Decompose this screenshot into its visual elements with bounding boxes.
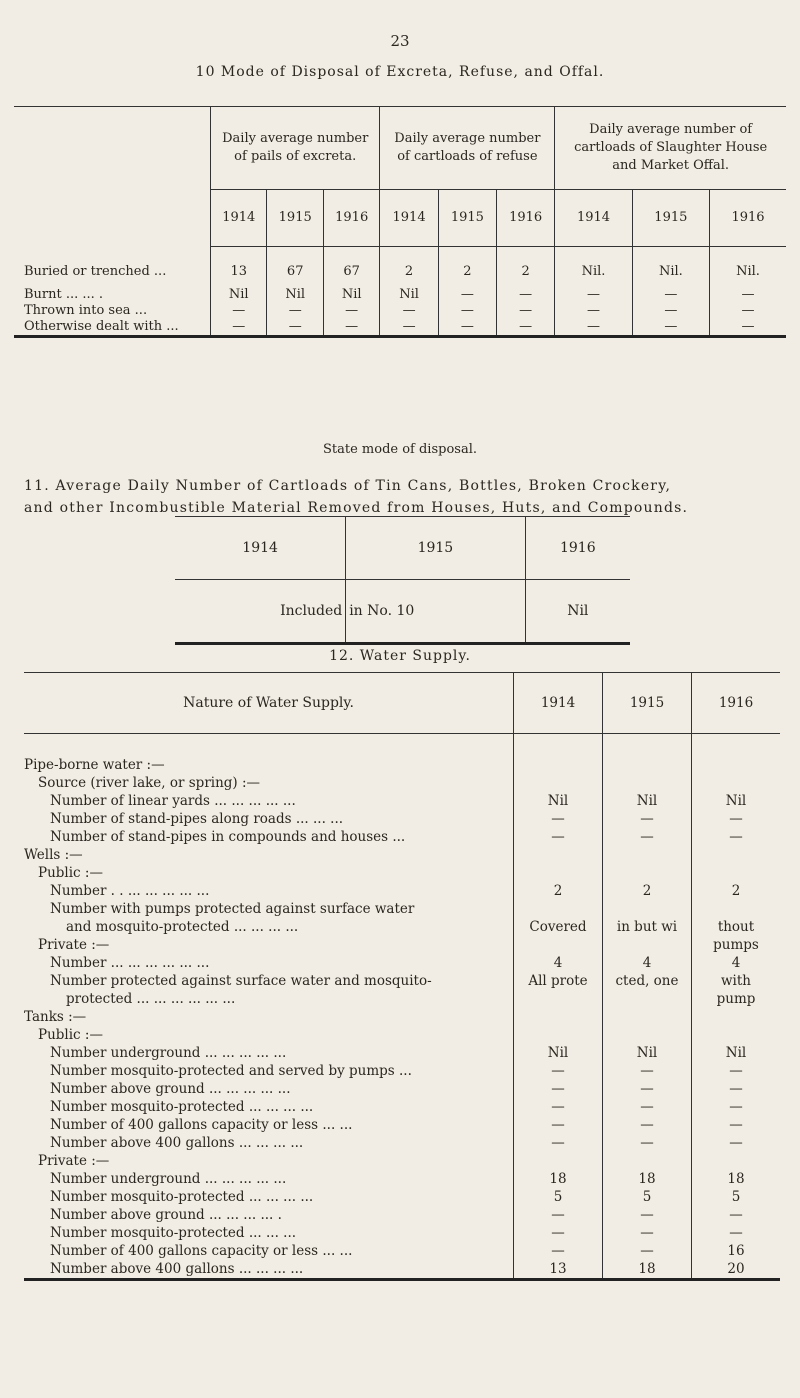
year-header: 1915 <box>632 190 709 247</box>
disposal-cell: — <box>632 303 709 319</box>
water-supply-cell <box>692 756 781 774</box>
disposal-cell: — <box>632 287 709 303</box>
water-supply-cell: — <box>514 1224 603 1242</box>
water-supply-row <box>24 792 780 810</box>
water-supply-label: Number of stand-pipes along roads ... ... ... <box>50 811 344 827</box>
water-supply-label: protected ... ... ... ... ... ... <box>66 991 236 1007</box>
water-supply-cell: with <box>692 972 781 990</box>
water-supply-label: Number with pumps protected against surface water <box>50 901 415 917</box>
water-supply-cell <box>603 774 692 792</box>
water-supply-cell: — <box>514 1134 603 1152</box>
water-supply-cell: 4 <box>514 954 603 972</box>
disposal-cell: — <box>267 303 323 319</box>
water-supply-cell <box>514 774 603 792</box>
water-supply-body <box>24 756 780 1280</box>
disposal-cell: — <box>632 319 709 337</box>
incombustible-value: in No. 10 <box>346 580 525 644</box>
water-supply-row <box>24 846 780 864</box>
water-supply-cell <box>692 1026 781 1044</box>
water-supply-label: Number above 400 gallons ... ... ... ... <box>50 1135 304 1151</box>
disposal-cell: 67 <box>323 247 379 287</box>
water-supply-row <box>24 864 780 882</box>
group-header-offal: Daily average number of cartloads of Slaughter House and Market Offal. <box>555 107 786 190</box>
disposal-cell: — <box>323 303 379 319</box>
year-header: 1915 <box>438 190 496 247</box>
water-supply-cell: — <box>514 1206 603 1224</box>
incombustible-table <box>175 516 630 645</box>
section10-title: 10 Mode of Disposal of Excreta, Refuse, and Offal. <box>195 64 605 80</box>
disposal-cell: Nil. <box>710 247 786 287</box>
water-supply-cell: 16 <box>692 1242 781 1260</box>
water-supply-cell: Nil <box>514 1044 603 1062</box>
water-supply-cell: — <box>692 1116 781 1134</box>
group-header-excreta: Daily average number of pails of excreta. <box>211 107 380 190</box>
water-supply-cell: Covered <box>514 918 603 936</box>
water-supply-label: Number mosquito-protected ... ... ... ... <box>50 1099 314 1115</box>
water-supply-cell: cted, one <box>603 972 692 990</box>
disposal-cell: — <box>497 303 555 319</box>
water-supply-cell <box>692 774 781 792</box>
water-supply-cell <box>514 990 603 1008</box>
water-supply-cell: 18 <box>603 1170 692 1188</box>
water-supply-label: Source (river lake, or spring) :— <box>38 775 261 791</box>
water-supply-cell: Nil <box>692 1044 781 1062</box>
water-header-label: Nature of Water Supply. <box>24 673 514 734</box>
water-supply-label: Number . . ... ... ... ... ... <box>50 883 210 899</box>
water-supply-cell: — <box>603 828 692 846</box>
water-supply-label: Number underground ... ... ... ... ... <box>50 1171 287 1187</box>
water-supply-label: Number of 400 gallons capacity or less ... ... <box>50 1117 353 1133</box>
water-supply-row <box>24 1044 780 1062</box>
water-supply-row <box>24 1134 780 1152</box>
water-supply-label: Private :— <box>38 1153 110 1169</box>
disposal-row-label: Thrown into sea ... <box>24 303 148 318</box>
water-supply-cell: 13 <box>514 1260 603 1280</box>
year-header: 1914 <box>380 190 438 247</box>
water-supply-label: Number of 400 gallons capacity or less ... ... <box>50 1243 353 1259</box>
water-supply-label: Public :— <box>38 865 103 881</box>
year-header: 1916 <box>323 190 379 247</box>
disposal-cell: — <box>555 303 632 319</box>
water-supply-cell: 5 <box>692 1188 781 1206</box>
water-supply-label: Wells :— <box>24 847 83 863</box>
disposal-cell: Nil <box>380 287 438 303</box>
disposal-cell: Nil <box>323 287 379 303</box>
disposal-cell: 2 <box>497 247 555 287</box>
water-supply-label: Public :— <box>38 1027 103 1043</box>
water-supply-row <box>24 828 780 846</box>
water-supply-cell: — <box>692 1224 781 1242</box>
water-supply-cell: 5 <box>603 1188 692 1206</box>
water-supply-cell <box>603 936 692 954</box>
water-supply-cell <box>514 936 603 954</box>
disposal-cell: Nil. <box>555 247 632 287</box>
water-supply-row <box>24 774 780 792</box>
water-supply-cell <box>692 900 781 918</box>
water-supply-row <box>24 1170 780 1188</box>
disposal-cell: — <box>438 287 496 303</box>
disposal-cell: — <box>438 319 496 337</box>
year-header: 1916 <box>692 673 781 734</box>
water-supply-cell <box>514 900 603 918</box>
water-supply-label: Number underground ... ... ... ... ... <box>50 1045 287 1061</box>
year-header: 1914 <box>514 673 603 734</box>
water-supply-cell: — <box>603 1224 692 1242</box>
year-header: 1914 <box>175 517 346 580</box>
water-supply-cell: thout <box>692 918 781 936</box>
water-supply-cell: — <box>692 1080 781 1098</box>
disposal-row-label: Buried or trenched ... <box>24 264 167 279</box>
water-supply-cell <box>514 864 603 882</box>
water-supply-cell: — <box>603 1062 692 1080</box>
year-header: 1914 <box>211 190 267 247</box>
water-supply-cell: pump <box>692 990 781 1008</box>
water-supply-cell <box>603 1008 692 1026</box>
group-header-refuse: Daily average number of cartloads of refuse <box>380 107 555 190</box>
water-supply-row <box>24 1026 780 1044</box>
water-supply-cell: — <box>603 1206 692 1224</box>
water-supply-cell: — <box>514 1242 603 1260</box>
water-supply-cell: 2 <box>514 882 603 900</box>
water-supply-cell: 18 <box>603 1260 692 1280</box>
water-supply-row <box>24 918 780 936</box>
water-supply-cell: 18 <box>692 1170 781 1188</box>
water-supply-cell: — <box>692 1062 781 1080</box>
water-supply-cell: 2 <box>603 882 692 900</box>
water-supply-cell <box>603 756 692 774</box>
water-supply-label: Tanks :— <box>24 1009 87 1025</box>
water-supply-cell: — <box>514 1062 603 1080</box>
water-supply-label: Pipe-borne water :— <box>24 757 165 773</box>
water-supply-row <box>24 1260 780 1280</box>
water-supply-cell <box>603 990 692 1008</box>
water-supply-row <box>24 1098 780 1116</box>
disposal-cell: — <box>710 303 786 319</box>
water-supply-cell <box>603 900 692 918</box>
year-header: 1915 <box>346 517 525 580</box>
water-supply-row <box>24 1206 780 1224</box>
water-supply-cell: — <box>514 1116 603 1134</box>
disposal-table <box>14 106 786 338</box>
water-supply-cell: — <box>603 1134 692 1152</box>
disposal-cell: — <box>323 319 379 337</box>
water-supply-label: Private :— <box>38 937 110 953</box>
water-supply-label: Number above 400 gallons ... ... ... ... <box>24 1260 514 1280</box>
water-supply-cell: pumps <box>692 936 781 954</box>
water-supply-cell: — <box>692 828 781 846</box>
water-supply-cell: — <box>692 1206 781 1224</box>
water-supply-row <box>24 1188 780 1206</box>
water-supply-cell: Nil <box>603 792 692 810</box>
year-header: 1914 <box>555 190 632 247</box>
water-supply-row <box>24 1152 780 1170</box>
disposal-row <box>14 287 786 303</box>
water-supply-cell <box>692 864 781 882</box>
water-supply-cell: in but wi <box>603 918 692 936</box>
year-header: 1916 <box>525 517 630 580</box>
disposal-cell: 13 <box>211 247 267 287</box>
water-supply-cell: — <box>603 1080 692 1098</box>
water-supply-label: Number above ground ... ... ... ... . <box>50 1207 282 1223</box>
water-supply-cell: — <box>514 1080 603 1098</box>
disposal-cell: — <box>555 287 632 303</box>
disposal-cell: Nil. <box>632 247 709 287</box>
water-supply-label: Number above ground ... ... ... ... ... <box>50 1081 291 1097</box>
disposal-row <box>14 247 786 287</box>
water-supply-row <box>24 1224 780 1242</box>
disposal-cell: — <box>497 319 555 337</box>
water-supply-cell <box>514 846 603 864</box>
water-supply-row <box>24 756 780 774</box>
disposal-row <box>14 303 786 319</box>
disposal-cell: — <box>267 319 323 337</box>
year-header: 1915 <box>603 673 692 734</box>
disposal-cell: 2 <box>438 247 496 287</box>
water-supply-cell <box>692 1008 781 1026</box>
water-supply-cell: All prote <box>514 972 603 990</box>
disposal-cell: — <box>438 303 496 319</box>
water-supply-row <box>24 1242 780 1260</box>
year-header: 1915 <box>267 190 323 247</box>
water-supply-cell <box>514 1026 603 1044</box>
disposal-cell: — <box>555 319 632 337</box>
water-supply-cell: 2 <box>692 882 781 900</box>
water-supply-row <box>24 954 780 972</box>
water-supply-cell: — <box>603 1098 692 1116</box>
water-supply-row <box>24 1080 780 1098</box>
incombustible-value: Nil <box>525 580 630 644</box>
water-supply-label: Number protected against surface water and mosquito- <box>50 973 432 989</box>
water-supply-cell: — <box>692 1098 781 1116</box>
water-supply-row <box>24 900 780 918</box>
water-supply-row <box>24 882 780 900</box>
water-supply-cell <box>692 1152 781 1170</box>
water-supply-cell: 18 <box>514 1170 603 1188</box>
disposal-cell: Nil <box>267 287 323 303</box>
disposal-cell: — <box>380 319 438 337</box>
water-supply-cell <box>514 756 603 774</box>
water-supply-cell <box>603 1152 692 1170</box>
disposal-cell: — <box>497 287 555 303</box>
water-supply-cell: — <box>603 1116 692 1134</box>
water-supply-cell: 4 <box>692 954 781 972</box>
disposal-cell: 67 <box>267 247 323 287</box>
section12-title: 12. Water Supply. <box>329 648 471 664</box>
year-header: 1916 <box>497 190 555 247</box>
disposal-row-label: Burnt ... ... . <box>24 287 104 302</box>
water-supply-cell <box>514 1152 603 1170</box>
water-supply-cell: — <box>603 810 692 828</box>
water-supply-row <box>24 1008 780 1026</box>
disposal-cell: Nil <box>211 287 267 303</box>
water-supply-cell: — <box>514 810 603 828</box>
water-supply-cell: Nil <box>514 792 603 810</box>
disposal-cell: — <box>710 287 786 303</box>
disposal-cell: — <box>211 319 267 337</box>
water-supply-row <box>24 810 780 828</box>
water-supply-cell <box>603 846 692 864</box>
section11-title-line2: and other Incombustible Material Removed from Houses, Huts, and Compounds. <box>24 500 689 516</box>
water-supply-cell: 20 <box>692 1260 781 1280</box>
disposal-caption: State mode of disposal. <box>322 442 477 457</box>
disposal-cell: — <box>380 303 438 319</box>
water-supply-cell: — <box>692 810 781 828</box>
water-supply-row <box>24 1116 780 1134</box>
disposal-table-body <box>14 247 786 337</box>
water-supply-row <box>24 972 780 990</box>
water-supply-cell: Nil <box>692 792 781 810</box>
section11-title-line1: 11. Average Daily Number of Cartloads of Tin Cans, Bottles, Broken Crockery, <box>24 478 672 494</box>
water-supply-label: Number mosquito-protected and served by pumps ... <box>50 1063 412 1079</box>
water-supply-row <box>24 936 780 954</box>
water-supply-label: Number of linear yards ... ... ... ... ... <box>50 793 296 809</box>
water-supply-row <box>24 990 780 1008</box>
water-supply-label: Number mosquito-protected ... ... ... ... <box>50 1189 314 1205</box>
water-supply-label: Number ... ... ... ... ... ... <box>50 955 210 971</box>
incombustible-value: Included <box>175 580 346 644</box>
disposal-cell: — <box>211 303 267 319</box>
water-supply-cell <box>692 846 781 864</box>
water-supply-cell <box>603 1026 692 1044</box>
year-header: 1916 <box>710 190 786 247</box>
water-supply-cell <box>514 1008 603 1026</box>
disposal-row <box>14 319 786 337</box>
water-supply-label: and mosquito-protected ... ... ... ... <box>66 919 299 935</box>
water-supply-cell: Nil <box>603 1044 692 1062</box>
water-supply-cell: — <box>692 1134 781 1152</box>
water-supply-cell: — <box>603 1242 692 1260</box>
water-supply-label: Number of stand-pipes in compounds and houses ... <box>50 829 406 845</box>
disposal-header-blank <box>14 107 211 247</box>
disposal-cell: 2 <box>380 247 438 287</box>
water-supply-cell: — <box>514 1098 603 1116</box>
water-supply-row <box>24 1062 780 1080</box>
disposal-row-label: Otherwise dealt with ... <box>14 319 211 337</box>
water-supply-cell <box>603 864 692 882</box>
water-supply-table <box>24 672 780 1281</box>
disposal-cell: — <box>710 319 786 337</box>
water-supply-cell: 5 <box>514 1188 603 1206</box>
water-supply-label: Number mosquito-protected ... ... ... <box>50 1225 297 1241</box>
water-supply-cell: 4 <box>603 954 692 972</box>
page-number: 23 <box>390 32 410 50</box>
water-supply-cell: — <box>514 828 603 846</box>
